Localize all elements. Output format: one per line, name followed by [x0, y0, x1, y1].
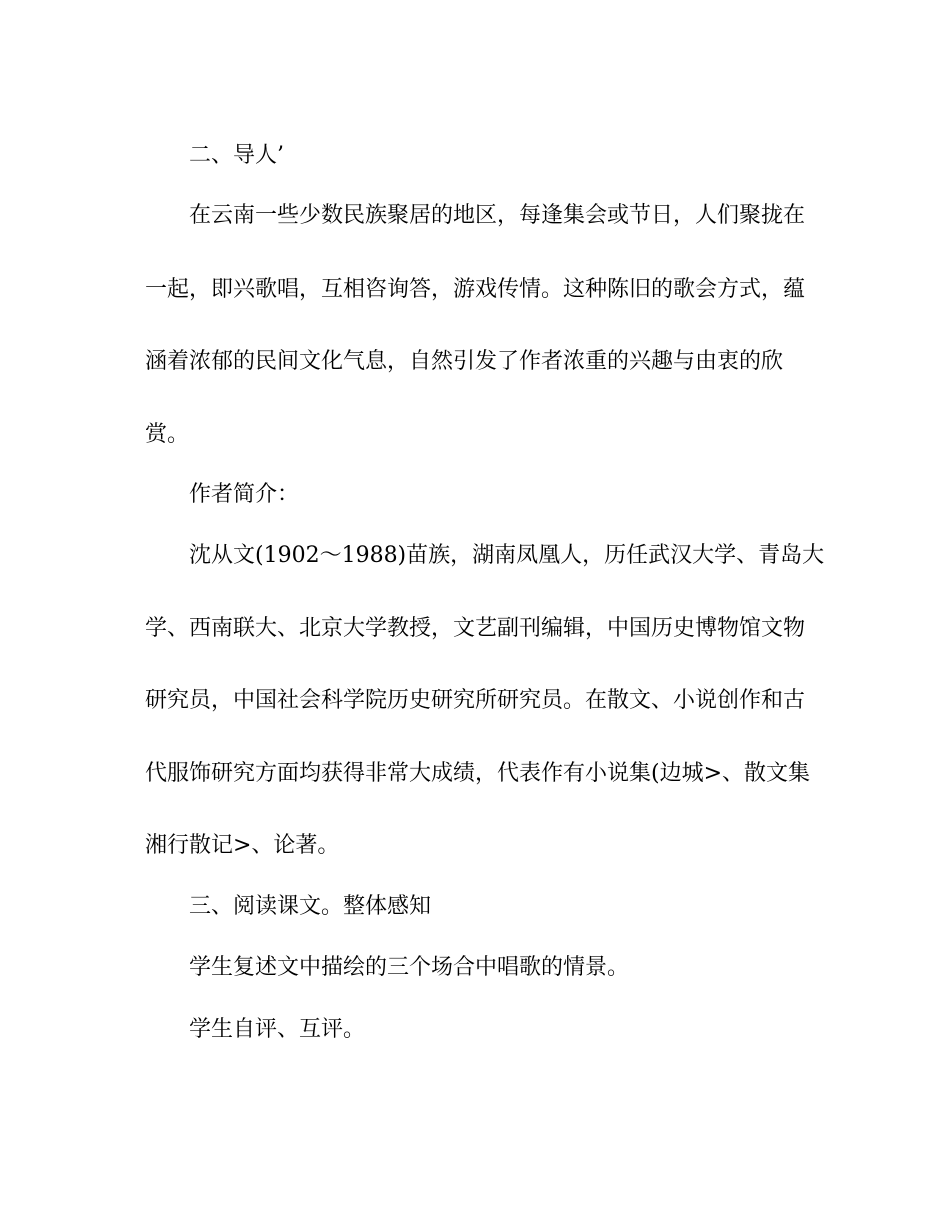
paragraph-line: 一起，即兴歌唱，互相咨询答，游戏传情。这种陈旧的歌会方式，蕴 — [145, 277, 806, 302]
paragraph-line: 赏。 — [145, 422, 190, 447]
paragraph-line: 涵着浓郁的民间文化气息，自然引发了作者浓重的兴趣与由衷的欣 — [145, 349, 784, 374]
paragraph-line: 沈从文(1902～1988)苗族，湖南凤凰人，历任武汉大学、青岛大 — [189, 543, 825, 568]
paragraph-line: 湘行散记>、论著。 — [145, 833, 340, 858]
paragraph-line: 学、西南联大、北京大学教授，文艺副刊编辑，中国历史博物馆文物 — [145, 616, 806, 641]
section-heading-reading: 三、阅读课文。整体感知 — [189, 894, 432, 919]
paragraph-line: 学生自评、互评。 — [189, 1017, 366, 1042]
paragraph-line: 在云南一些少数民族聚居的地区，每逢集会或节日，人们聚拢在 — [189, 203, 806, 228]
section-heading-author: 作者简介： — [189, 482, 300, 507]
paragraph-line: 学生复述文中描绘的三个场合中唱歌的情景。 — [189, 955, 630, 980]
section-heading-intro: 二、导人’ — [189, 143, 284, 168]
paragraph-line: 研究员，中国社会科学院历史研究所研究员。在散文、小说创作和古 — [145, 688, 806, 713]
paragraph-line: 代服饰研究方面均获得非常大成绩，代表作有小说集(边城>、散文集 — [145, 761, 811, 786]
